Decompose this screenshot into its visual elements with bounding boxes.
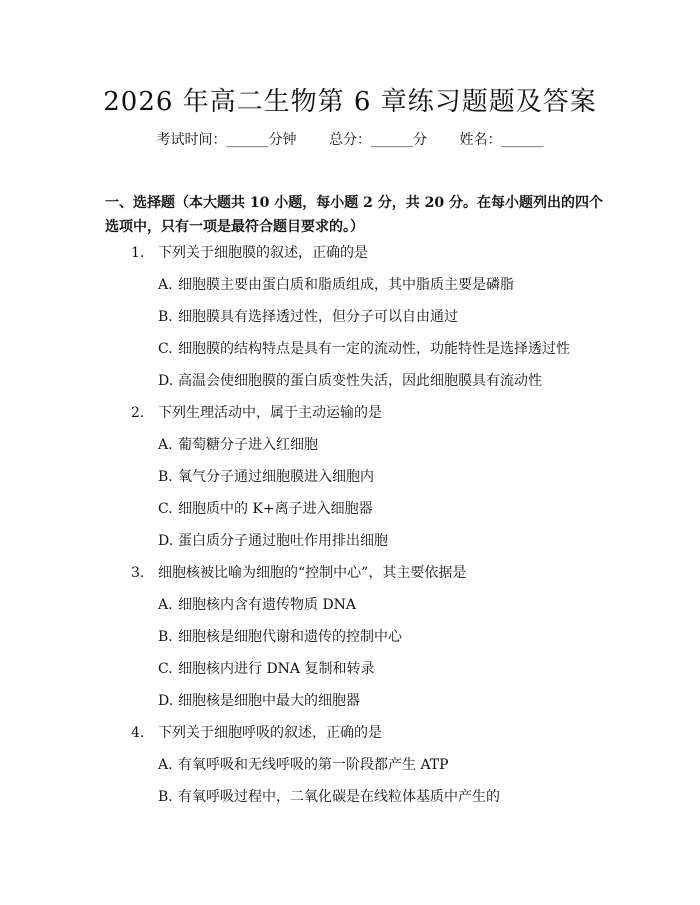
- option-label: A.: [158, 277, 173, 293]
- question-number: 2.: [131, 405, 145, 421]
- question-stem: 下列关于细胞膜的叙述，正确的是: [158, 245, 368, 261]
- time-unit: 分钟: [268, 132, 297, 148]
- option-2a: [158, 435, 318, 455]
- option-2b: [158, 467, 374, 487]
- option-text: 细胞核是细胞中最大的细胞器: [178, 693, 360, 709]
- option-text: 有氧呼吸过程中，二氧化碳是在线粒体基质中产生的: [178, 789, 500, 805]
- name-field: [459, 132, 543, 148]
- section-heading: 一、选择题（本大题共 10 小题，每小题 2 分，共 20 分。在每小题列出的四个选项中，只有一项是最符合题目要求的。）: [105, 195, 603, 235]
- option-label: B.: [158, 469, 173, 485]
- time-blank: ______: [226, 132, 269, 148]
- option-label: A.: [158, 757, 173, 773]
- option-label: B.: [158, 789, 173, 805]
- option-1d: [158, 371, 542, 391]
- score-unit: 分: [413, 132, 427, 148]
- option-text: 细胞核内含有遗传物质 DNA: [178, 597, 357, 613]
- option-text: 蛋白质分子通过胞吐作用排出细胞: [178, 533, 388, 549]
- option-3b: [158, 627, 402, 647]
- option-2d: [158, 531, 388, 551]
- exam-time-field: [157, 132, 297, 148]
- question-stem: 细胞核被比喻为细胞的“控制中心”，其主要依据是: [158, 565, 467, 581]
- option-text: 细胞质中的 K+离子进入细胞器: [178, 501, 373, 517]
- question-2: [131, 403, 382, 423]
- page-title: 2026 年高二生物第 6 章练习题题及答案: [103, 87, 597, 117]
- score-label: 总分：: [329, 132, 371, 148]
- exam-meta: [0, 130, 700, 150]
- question-4: [131, 723, 382, 743]
- option-1a: [158, 275, 514, 295]
- option-text: 细胞核是细胞代谢和遗传的控制中心: [178, 629, 402, 645]
- name-blank: ______: [501, 132, 544, 148]
- option-label: D.: [158, 373, 174, 389]
- option-3a: [158, 595, 356, 615]
- option-1c: [158, 339, 570, 359]
- option-1b: [158, 307, 458, 327]
- total-score-field: [329, 132, 427, 148]
- question-1: [131, 243, 368, 263]
- option-text: 细胞膜的结构特点是具有一定的流动性，功能特性是选择透过性: [178, 341, 570, 357]
- score-blank: ______: [371, 132, 413, 148]
- option-3c: [158, 659, 375, 679]
- option-3d: [158, 691, 360, 711]
- question-number: 4.: [131, 725, 145, 741]
- option-text: 高温会使细胞膜的蛋白质变性失活，因此细胞膜具有流动性: [178, 373, 542, 389]
- question-stem: 下列生理活动中，属于主动运输的是: [158, 405, 382, 421]
- option-label: A.: [158, 597, 173, 613]
- question-number: 3.: [131, 565, 145, 581]
- option-label: D.: [158, 533, 174, 549]
- option-text: 有氧呼吸和无线呼吸的第一阶段都产生 ATP: [178, 757, 449, 773]
- option-label: C.: [158, 661, 173, 677]
- name-label: 姓名：: [459, 132, 502, 148]
- option-2c: [158, 499, 373, 519]
- option-label: A.: [158, 437, 173, 453]
- question-3: [131, 563, 466, 583]
- question-number: 1.: [131, 245, 145, 261]
- option-label: C.: [158, 501, 173, 517]
- time-label: 考试时间：: [156, 132, 227, 148]
- option-text: 氧气分子通过细胞膜进入细胞内: [178, 469, 374, 485]
- option-text: 细胞膜具有选择透过性，但分子可以自由通过: [178, 309, 458, 325]
- option-4a: [158, 755, 449, 775]
- option-text: 细胞膜主要由蛋白质和脂质组成，其中脂质主要是磷脂: [178, 277, 514, 293]
- option-text: 葡萄糖分子进入红细胞: [178, 437, 318, 453]
- option-label: B.: [158, 309, 173, 325]
- option-4b: [158, 787, 500, 807]
- option-text: 细胞核内进行 DNA 复制和转录: [178, 661, 375, 677]
- option-label: C.: [158, 341, 173, 357]
- option-label: D.: [158, 693, 174, 709]
- question-stem: 下列关于细胞呼吸的叙述，正确的是: [158, 725, 382, 741]
- option-label: B.: [158, 629, 173, 645]
